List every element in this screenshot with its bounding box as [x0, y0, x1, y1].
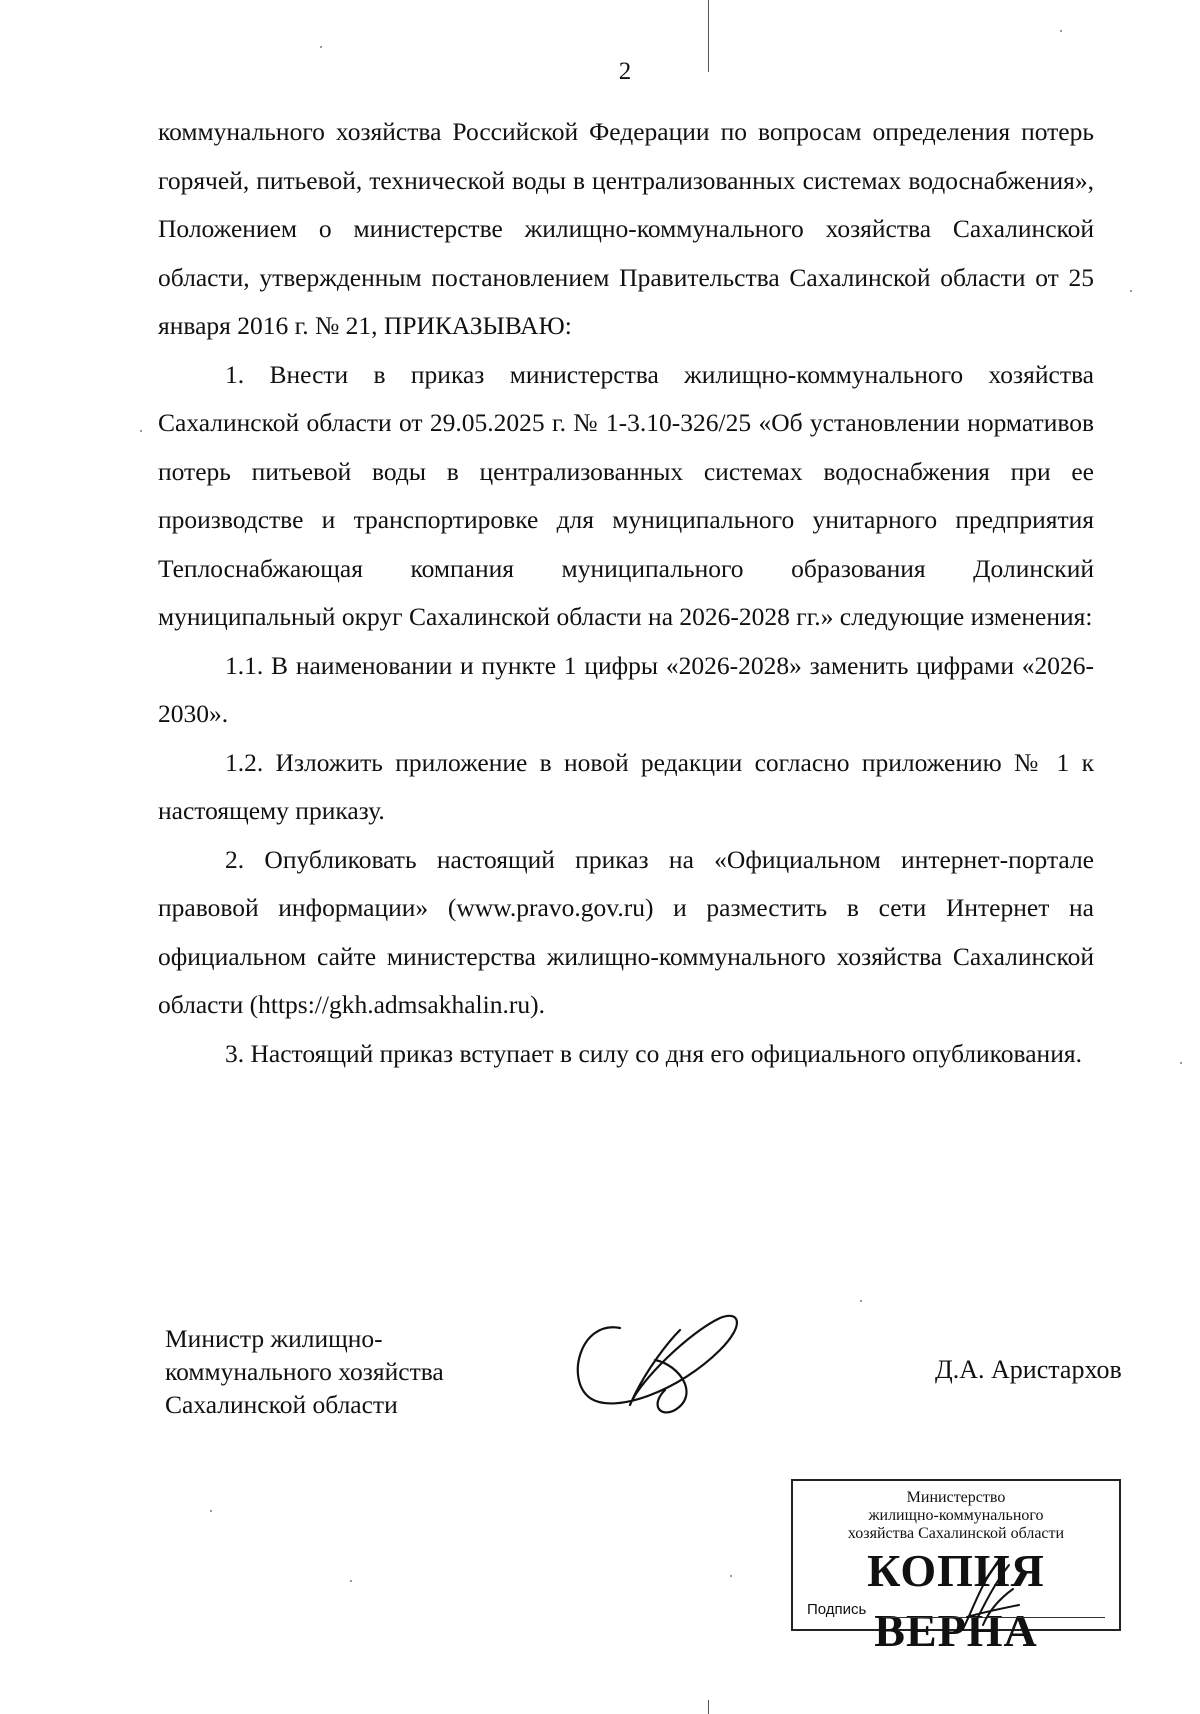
paragraph-item-3: 3. Настоящий приказ вступает в силу со дня его официального опубликования.: [225, 1038, 1082, 1068]
stamp-ministry-line: Министерство: [906, 1489, 1006, 1506]
scan-noise: [210, 1510, 212, 1512]
scan-noise: [1060, 30, 1062, 32]
scan-mark: [708, 0, 709, 72]
stamp-ministry-line: жилищно-коммунального: [868, 1507, 1044, 1524]
stamp-ministry-line: хозяйства Сахалинской области: [847, 1525, 1065, 1542]
scan-noise: [1180, 1062, 1182, 1064]
scan-noise: [730, 1575, 732, 1577]
page-number: 2: [618, 58, 632, 85]
signer-title-line: Министр жилищно-: [165, 1324, 383, 1353]
scan-noise: [320, 46, 322, 48]
scan-mark: [708, 1700, 709, 1714]
signer-name: Д.А. Аристархов: [935, 1355, 1122, 1384]
paragraph-item-1-1: 1.1. В наименовании и пункте 1 цифры «2026-2028» заменить цифрами «2026-2030».: [158, 650, 1094, 728]
scan-noise: [1130, 290, 1132, 292]
paragraph-preamble: коммунального хозяйства Российской Федерации по вопросам определения потерь горячей, питьевой, технической воды в централизованных системах водоснабжения», Положением о министерстве жилищно-коммунального хозяйства Сахалинской области, утвержденным постановлением Правительства Сахалинской области от 25 января 2016 г. № 21, ПРИКАЗЫВАЮ:: [158, 117, 1094, 340]
paragraph-item-1-2: 1.2. Изложить приложение в новой редакции согласно приложению № 1 к настоящему приказу.: [158, 747, 1094, 825]
signer-title-line: коммунального хозяйства: [165, 1357, 444, 1386]
scan-noise: [140, 430, 142, 432]
stamp-copy-verified: КОПИЯ ВЕРНА: [867, 1545, 1045, 1656]
document-body: [158, 108, 1094, 1078]
handwritten-signature: [570, 1310, 770, 1420]
signer-title-line: Сахалинской области: [165, 1390, 398, 1419]
paragraph-item-1: 1. Внести в приказ министерства жилищно-коммунального хозяйства Сахалинской области от 29.05.2025 г. № 1-3.10-326/25 «Об установлении нормативов потерь питьевой воды в централизованных системах водоснабжения при ее производстве и транспортировке для муниципального унитарного предприятия Теплоснабжающая компания муниципального образования Долинский муниципальный округ Сахалинской области на 2026-2028 гг.» следующие изменения:: [158, 359, 1094, 631]
signer-title: [165, 1322, 444, 1421]
stamp-signature-scribble: [953, 1559, 1023, 1631]
stamp-signature-label: Подпись: [807, 1601, 867, 1618]
paragraph-item-2: 2. Опубликовать настоящий приказ на «Официальном интернет-портале правовой информации» (www.pravo.gov.ru) и разместить в сети Интернет на официальном сайте министерства жилищно-коммунального хозяйства Сахалинской области (https://gkh.admsakhalin.ru).: [158, 844, 1094, 1019]
scan-noise: [350, 1580, 352, 1582]
scan-noise: [860, 1300, 862, 1302]
copy-certified-stamp: [791, 1479, 1121, 1656]
